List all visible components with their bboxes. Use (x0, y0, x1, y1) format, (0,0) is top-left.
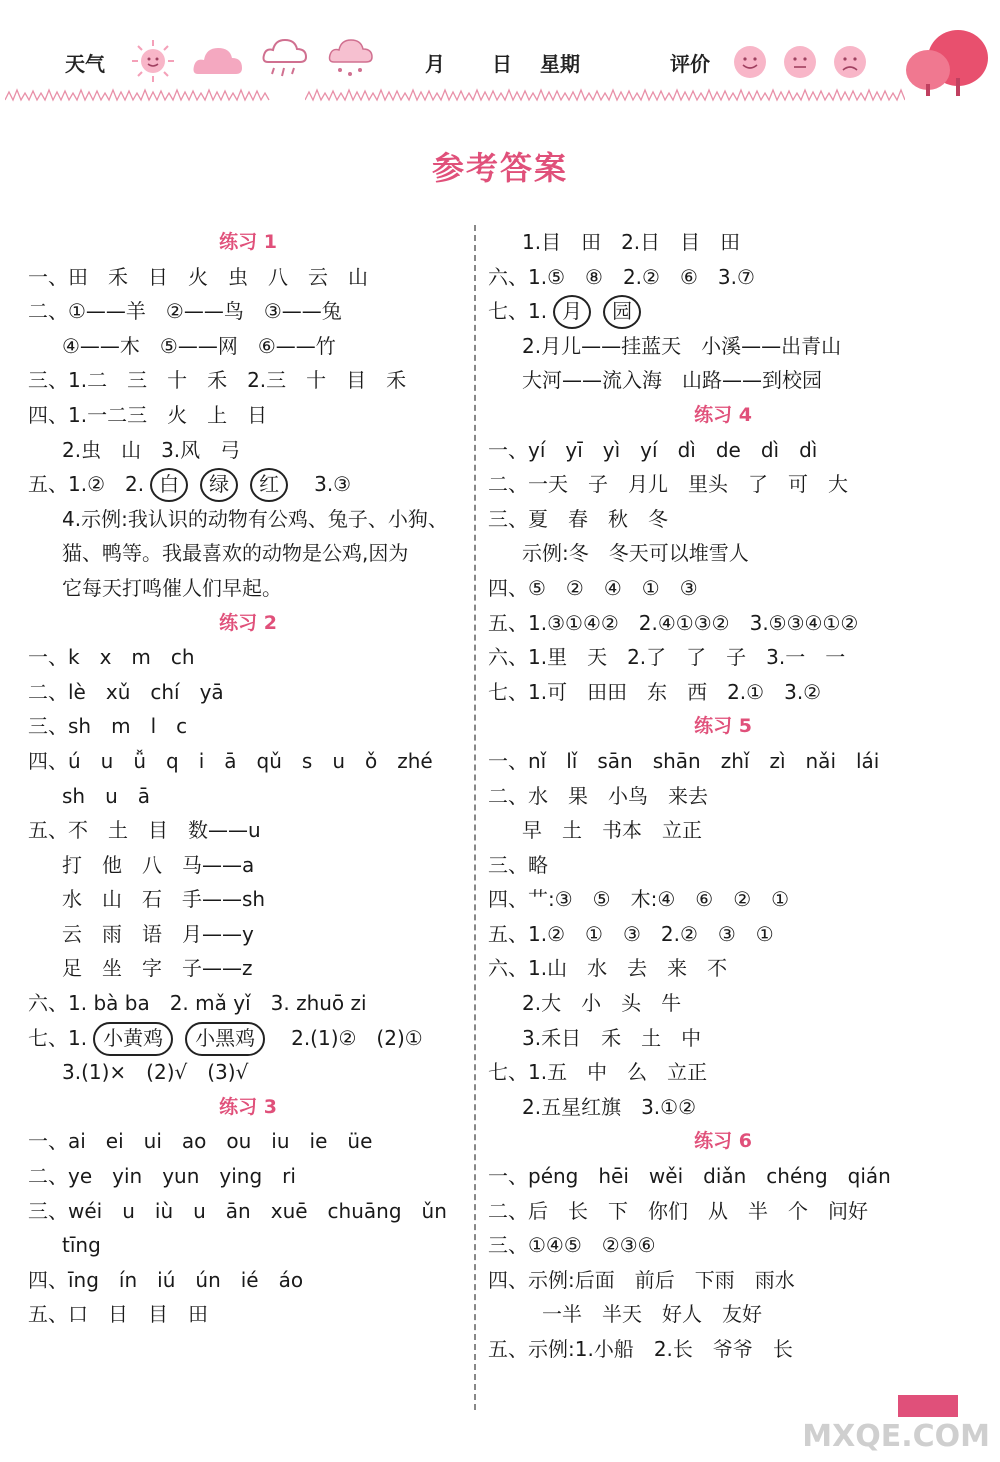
answer-line: 二、水 果 小鸟 来去 (488, 783, 708, 808)
circled-answer: 白 (150, 468, 188, 502)
sad-face-icon (832, 44, 868, 80)
answer-line: 2.大 小 头 牛 (522, 991, 682, 1016)
answer-line: 它每天打鸣催人们早起。 (62, 575, 282, 600)
answer-line: 二、①——羊 ②——鸟 ③——兔 (28, 299, 342, 324)
circled-answer: 绿 (200, 468, 238, 502)
circled-answer: 月 (553, 295, 591, 329)
answer-line: 猫、鸭等。我最喜欢的动物是公鸡,因为 (62, 541, 409, 566)
answer-line: 四、艹:③ ⑤ 木:④ ⑥ ② ① (488, 887, 790, 912)
month-label: 月 (425, 52, 445, 76)
answer-suffix: 3.③ (294, 472, 352, 497)
answer-line: 三、1.二 三 十 禾 2.三 十 目 禾 (28, 368, 407, 393)
section-heading: 练习 1 (219, 231, 277, 253)
trees-icon (900, 28, 992, 98)
answer-line: tīng (62, 1233, 101, 1258)
neutral-face-icon (782, 44, 818, 80)
answer-line: 水 山 石 手——sh (62, 887, 266, 912)
answer-line: 三、略 (488, 852, 548, 877)
watermark: MXQE.COM (802, 1419, 990, 1454)
answer-line: 三、①④⑤ ②③⑥ (488, 1233, 656, 1258)
answer-line: 三、夏 春 秋 冬 (488, 506, 668, 531)
cloud-icon (192, 42, 244, 78)
section-heading: 练习 6 (694, 1130, 752, 1153)
answer-line (28, 467, 468, 502)
answer-line: 七、1.五 中 么 立正 (488, 1060, 708, 1085)
sun-icon (130, 38, 176, 84)
answer-line: 一、ai ei ui ao ou iu ie üe (28, 1129, 373, 1154)
column-divider (474, 225, 476, 1410)
answer-line: 4.示例:我认识的动物有公鸡、兔子、小狗、 (62, 506, 448, 531)
answer-line: 一、nǐ lǐ sān shān zhǐ zì nǎi lái (488, 748, 880, 773)
answer-line: 早 土 书本 立正 (522, 818, 702, 843)
page-number-tab (898, 1395, 958, 1417)
answer-line: 足 坐 字 子——z (62, 956, 253, 981)
section-heading: 练习 2 (219, 611, 277, 634)
answer-line: 三、sh m l c (28, 714, 188, 739)
answer-line: 示例:冬 冬天可以堆雪人 (522, 541, 749, 566)
answer-line: 三、wéi u iù u ān xuē chuāng ǔn (28, 1198, 447, 1223)
answer-line: 五、不 土 目 数——u (28, 818, 261, 843)
answer-line: 1.目 田 2.日 目 田 (522, 230, 741, 254)
answer-line: 云 雨 语 月——y (62, 921, 254, 946)
answer-line: 六、1.里 天 2.了 了 子 3.一 一 (488, 645, 846, 670)
oval-answer: 小黄鸡 (93, 1022, 173, 1056)
answer-line: 五、1.② ① ③ 2.② ③ ① (488, 921, 774, 946)
answer-line: 2.五星红旗 3.①② (522, 1094, 697, 1119)
page-title: 参考答案 (431, 149, 568, 187)
answer-prefix: 七、1. (488, 299, 548, 324)
section-heading: 练习 4 (694, 403, 752, 426)
circled-answer: 园 (603, 295, 641, 329)
answer-line: 大河——流入海 山路——到校园 (522, 368, 822, 393)
answer-line: 五、1.③①④② 2.④①③② 3.⑤③④①② (488, 610, 859, 635)
section-heading: 练习 5 (694, 715, 752, 738)
rain-icon (262, 36, 308, 82)
circled-answer: 红 (250, 468, 288, 502)
answer-line: 二、后 长 下 你们 从 半 个 问好 (488, 1198, 868, 1223)
answer-line: 3.(1)× (2)√ (3)√ (62, 1060, 249, 1085)
answer-line: 四、⑤ ② ④ ① ③ (488, 575, 698, 600)
oval-answer: 小黑鸡 (185, 1022, 265, 1056)
answer-line: 四、īng ín iú ún ié áo (28, 1267, 304, 1292)
answer-line: ④——木 ⑤——网 ⑥——竹 (62, 333, 336, 358)
snow-icon (328, 36, 374, 82)
weekday-label: 星期 (540, 52, 580, 76)
grass-border-left (5, 88, 270, 102)
happy-face-icon (732, 44, 768, 80)
answer-prefix: 七、1. (28, 1025, 88, 1050)
answer-line: 一、k x m ch (28, 645, 195, 670)
answer-line: 六、1.⑤ ⑧ 2.② ⑥ 3.⑦ (488, 264, 755, 289)
answer-line: 七、1.可 田田 东 西 2.① 3.② (488, 679, 822, 704)
answer-line: 五、示例:1.小船 2.长 爷爷 长 (488, 1337, 793, 1361)
left-column (28, 225, 468, 1332)
answer-line: 打 他 八 马——a (62, 852, 255, 877)
answer-line: 四、ú u ǚ q i ā qǔ s u ǒ zhé (28, 748, 433, 773)
answer-line: 五、口 日 目 田 (28, 1302, 208, 1327)
right-column (488, 225, 958, 1367)
answer-line (28, 1021, 468, 1056)
answer-line: 二、一天 子 月儿 里头 了 可 大 (488, 472, 848, 497)
answer-line: 一、yí yī yì yí dì de dì dì (488, 437, 818, 462)
answer-line: 一、péng hēi wěi diǎn chéng qián (488, 1164, 891, 1189)
answer-line: 二、ye yin yun ying ri (28, 1164, 296, 1189)
answer-line: sh u ā (62, 783, 151, 808)
page-header (0, 0, 1000, 110)
answer-line: 四、示例:后面 前后 下雨 雨水 (488, 1267, 795, 1292)
rating-label: 评价 (670, 52, 710, 76)
answer-line: 四、1.一二三 火 上 日 (28, 402, 268, 427)
answer-line: 一半 半天 好人 友好 (522, 1302, 762, 1327)
answer-line: 二、lè xǔ chí yā (28, 679, 224, 704)
answer-line: 2.虫 山 3.风 弓 (62, 437, 241, 462)
day-label: 日 (492, 52, 512, 76)
answer-line (488, 294, 958, 329)
answer-line: 2.月儿——挂蓝天 小溪——出青山 (522, 333, 842, 358)
answer-line: 六、1.山 水 去 来 不 (488, 956, 728, 981)
section-heading: 练习 3 (219, 1095, 277, 1118)
weather-label: 天气 (65, 52, 105, 76)
answer-line: 六、1. bà ba 2. mǎ yǐ 3. zhuō zi (28, 991, 367, 1016)
answer-prefix: 五、1.② 2. (28, 472, 145, 497)
answer-line: 3.禾日 禾 土 中 (522, 1025, 702, 1050)
grass-border-right (305, 88, 905, 102)
answer-suffix: 2.(1)② (2)① (271, 1025, 423, 1050)
answer-line: 一、田 禾 日 火 虫 八 云 山 (28, 264, 368, 289)
